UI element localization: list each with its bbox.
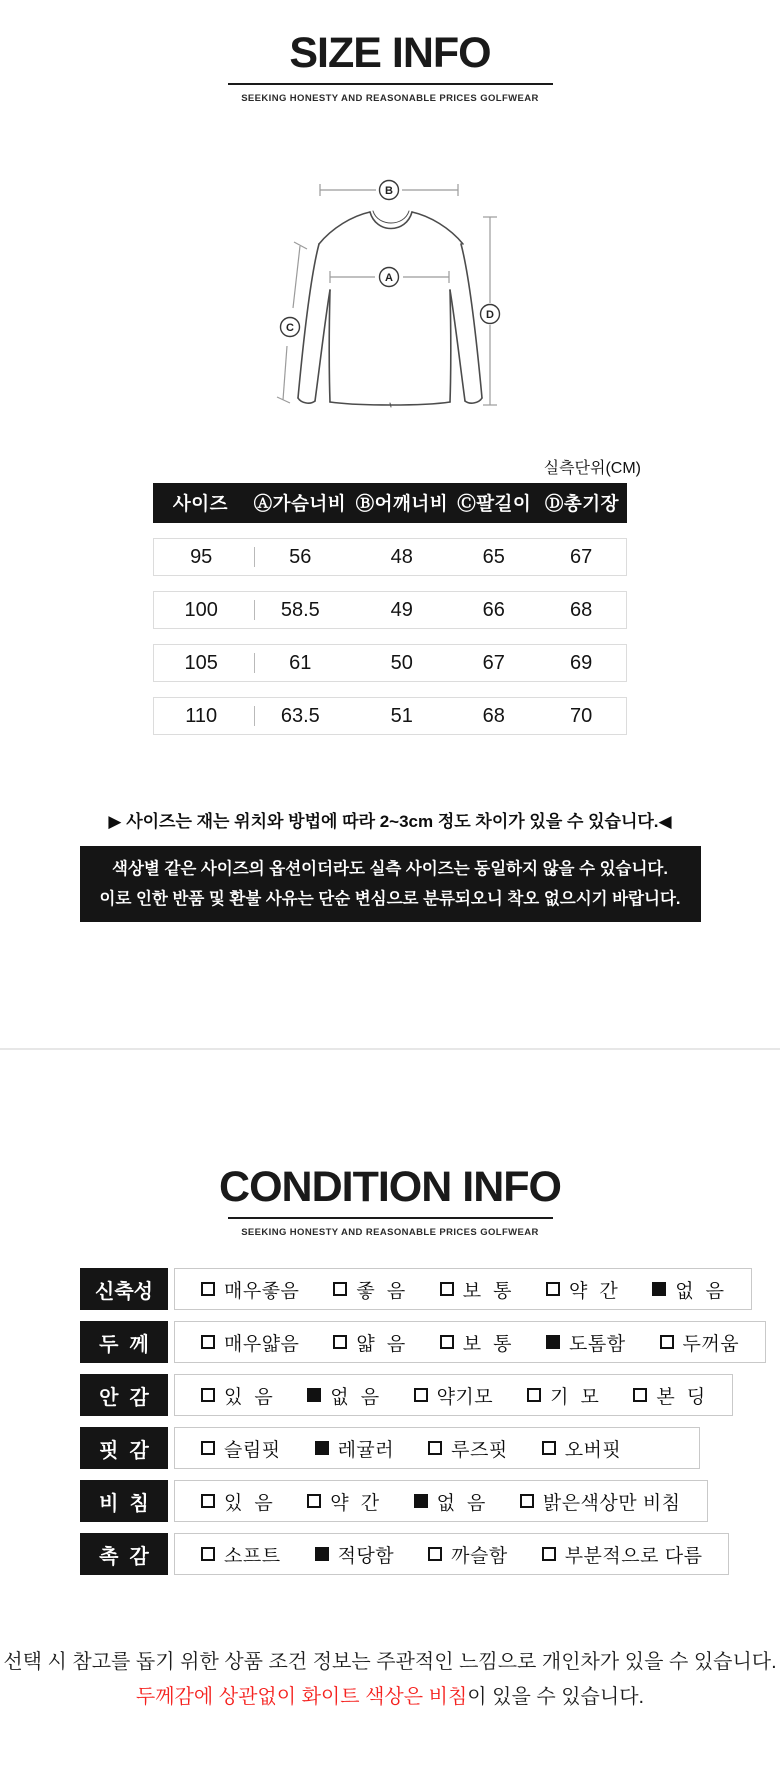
size-cell: 56: [289, 545, 312, 568]
size-cell: 48: [390, 545, 413, 568]
option-unchecked: [428, 1435, 508, 1462]
size-cell: 69: [569, 651, 593, 674]
option-label: 있 음: [224, 1492, 274, 1514]
condition-row-label: 두 께: [80, 1321, 168, 1363]
condition-options: [174, 1321, 766, 1363]
section-divider: [0, 1048, 780, 1050]
diagram-label-chest: A: [385, 272, 393, 284]
size-header-cell: 사이즈: [172, 493, 228, 514]
checkbox-filled-icon: [315, 1547, 329, 1561]
option-unchecked: [542, 1435, 622, 1462]
option-label: 약 간: [330, 1492, 380, 1514]
condition-note-rest-text: 이 있을 수 있습니다.: [467, 1686, 645, 1708]
checkbox-empty-icon: [542, 1547, 556, 1561]
size-table-row: [153, 538, 627, 576]
title-underline: [228, 1217, 553, 1219]
option-unchecked: [201, 1488, 273, 1515]
option-unchecked: [440, 1276, 512, 1303]
checkbox-empty-icon: [440, 1282, 454, 1296]
option-label: 기 모: [550, 1386, 600, 1408]
condition-row-label: 핏 감: [80, 1427, 168, 1469]
row-divider: [254, 547, 255, 567]
size-cell: 110: [185, 704, 218, 727]
size-cell: 67: [569, 545, 593, 568]
condition-row: [80, 1321, 740, 1363]
option-label: 적당함: [337, 1545, 395, 1567]
checkbox-empty-icon: [414, 1388, 428, 1402]
size-table-row: [153, 591, 627, 629]
size-table: [153, 455, 641, 735]
option-label: 소프트: [224, 1545, 281, 1567]
condition-options: [174, 1533, 729, 1575]
size-cell: 61: [289, 651, 312, 674]
condition-info-subtitle: SEEKING HONESTY AND REASONABLE PRICES GOLFWEAR: [241, 1227, 539, 1238]
condition-options: [174, 1427, 700, 1469]
row-divider: [254, 600, 255, 620]
checkbox-filled-icon: [546, 1335, 560, 1349]
size-cell: 49: [390, 598, 413, 621]
option-unchecked: [660, 1329, 740, 1356]
size-header-cell: Ⓓ총기장: [544, 493, 619, 514]
option-unchecked: [633, 1382, 705, 1409]
size-header-cell: Ⓑ어깨너비: [355, 493, 449, 514]
condition-row: [80, 1374, 706, 1416]
condition-note-line1: 선택 시 참고를 돕기 위한 상품 조건 정보는 주관적인 느낌으로 개인차가 있을 수 있습니다.: [3, 1651, 777, 1673]
size-info-subtitle: SEEKING HONESTY AND REASONABLE PRICES GOLFWEAR: [241, 93, 539, 104]
size-cell: 51: [390, 704, 413, 727]
option-label: 레귤러: [337, 1439, 395, 1461]
size-header-cell: Ⓒ팔길이: [457, 493, 532, 514]
option-checked: [546, 1329, 626, 1356]
checkbox-filled-icon: [315, 1441, 329, 1455]
option-unchecked: [542, 1541, 703, 1568]
size-cell: 70: [569, 704, 593, 727]
checkbox-empty-icon: [201, 1547, 215, 1561]
option-label: 루즈핏: [451, 1439, 508, 1461]
condition-row-label: 신축성: [80, 1268, 168, 1310]
checkbox-empty-icon: [333, 1335, 347, 1349]
size-cell: 66: [482, 598, 505, 621]
condition-table: [80, 1268, 740, 1575]
option-unchecked: [520, 1488, 681, 1515]
option-label: 부분적으로 다름: [564, 1545, 703, 1567]
option-label: 도톰함: [568, 1333, 626, 1355]
option-unchecked: [201, 1541, 281, 1568]
option-unchecked: [546, 1276, 618, 1303]
checkbox-empty-icon: [333, 1282, 347, 1296]
checkbox-filled-icon: [652, 1282, 666, 1296]
checkbox-empty-icon: [201, 1441, 215, 1455]
row-divider: [254, 653, 255, 673]
diagram-label-sleeve: C: [286, 322, 294, 334]
option-checked: [315, 1435, 395, 1462]
measure-label-circles: [281, 181, 500, 337]
size-info-title: SIZE INFO: [289, 29, 491, 77]
option-label: 약 간: [568, 1280, 619, 1302]
option-checked: [414, 1488, 486, 1515]
condition-note-line2: [0, 1680, 780, 1715]
option-checked: [652, 1276, 724, 1303]
checkbox-empty-icon: [633, 1388, 647, 1402]
size-table-body: [153, 538, 627, 735]
option-unchecked: [527, 1382, 599, 1409]
checkbox-empty-icon: [201, 1335, 215, 1349]
option-label: 매우얇음: [224, 1333, 300, 1355]
option-label: 얇 음: [356, 1333, 406, 1355]
option-unchecked: [440, 1329, 512, 1356]
checkbox-empty-icon: [201, 1494, 215, 1508]
option-label: 좋 음: [356, 1280, 406, 1302]
option-label: 보 통: [462, 1333, 512, 1355]
size-cell: 105: [184, 651, 218, 674]
option-label: 보 통: [462, 1280, 512, 1302]
size-cell: 58.5: [280, 598, 320, 621]
checkbox-empty-icon: [527, 1388, 541, 1402]
option-label: 슬림핏: [224, 1439, 281, 1461]
size-info-header: [0, 28, 780, 104]
option-checked: [315, 1541, 395, 1568]
diagram-label-length: D: [486, 309, 494, 321]
condition-row: [80, 1427, 700, 1469]
size-cell: 95: [190, 545, 213, 568]
option-label: 있 음: [224, 1386, 274, 1408]
condition-row-label: 촉 감: [80, 1533, 168, 1575]
size-table-header: [153, 483, 627, 523]
option-label: 오버핏: [564, 1439, 622, 1461]
option-unchecked: [201, 1276, 299, 1303]
option-unchecked: [201, 1435, 281, 1462]
condition-row-label: 안 감: [80, 1374, 168, 1416]
checkbox-filled-icon: [414, 1494, 428, 1508]
option-unchecked: [201, 1382, 273, 1409]
option-label: 약기모: [436, 1386, 494, 1408]
shirt-outline: [298, 211, 482, 407]
condition-note-red-text: 두께감에 상관없이 화이트 색상은 비침: [135, 1686, 468, 1708]
condition-options: [174, 1480, 708, 1522]
size-header-cell: Ⓐ가슴너비: [253, 493, 347, 514]
shirt-diagram: [0, 150, 780, 415]
checkbox-empty-icon: [307, 1494, 321, 1508]
condition-row: [80, 1268, 725, 1310]
row-divider: [254, 706, 255, 726]
checkbox-empty-icon: [520, 1494, 534, 1508]
option-label: 까슬함: [451, 1545, 508, 1567]
option-label: 없 음: [436, 1492, 486, 1514]
option-label: 매우좋음: [224, 1280, 300, 1302]
condition-row: [80, 1480, 700, 1522]
diagram-label-shoulder: B: [385, 185, 393, 197]
checkbox-empty-icon: [428, 1547, 442, 1561]
option-unchecked: [428, 1541, 508, 1568]
condition-options: [174, 1268, 752, 1310]
color-notice-box: [80, 846, 701, 922]
option-unchecked: [201, 1329, 299, 1356]
checkbox-empty-icon: [201, 1388, 215, 1402]
size-cell: 68: [482, 704, 505, 727]
checkbox-empty-icon: [201, 1282, 215, 1296]
size-cell: 63.5: [280, 704, 320, 727]
checkbox-filled-icon: [307, 1388, 321, 1402]
condition-notes: [0, 1645, 780, 1715]
checkbox-empty-icon: [428, 1441, 442, 1455]
size-cell: 65: [482, 545, 505, 568]
checkbox-empty-icon: [440, 1335, 454, 1349]
condition-info-header: [0, 1162, 780, 1238]
option-label: 밝은색상만 비침: [542, 1492, 681, 1514]
size-cell: 67: [482, 651, 505, 674]
option-label: 두꺼움: [682, 1333, 740, 1355]
checkbox-empty-icon: [660, 1335, 674, 1349]
option-label: 없 음: [330, 1386, 380, 1408]
size-table-row: [153, 644, 627, 682]
option-unchecked: [333, 1329, 405, 1356]
option-unchecked: [307, 1488, 379, 1515]
color-notice-line1: 색상별 같은 사이즈의 옵션이더라도 실측 사이즈는 동일하지 않을 수 있습니다.: [112, 860, 668, 878]
condition-info-title: CONDITION INFO: [219, 1163, 561, 1211]
size-cell: 100: [184, 598, 218, 621]
size-cell: 68: [569, 598, 593, 621]
checkbox-empty-icon: [542, 1441, 556, 1455]
color-notice-line2: 이로 인한 반품 및 환불 사유는 단순 변심으로 분류되오니 착오 없으시기 바랍니다.: [99, 890, 681, 908]
condition-row: [80, 1533, 703, 1575]
option-label: 없 음: [675, 1280, 725, 1302]
condition-options: [174, 1374, 733, 1416]
size-table-row: [153, 697, 627, 735]
measure-note: ▶ 사이즈는 재는 위치와 방법에 따라 2~3cm 정도 차이가 있을 수 있습니다.◀: [108, 812, 672, 831]
size-cell: 50: [390, 651, 413, 674]
title-underline: [228, 83, 553, 85]
option-checked: [307, 1382, 379, 1409]
checkbox-empty-icon: [546, 1282, 560, 1296]
option-unchecked: [333, 1276, 405, 1303]
option-label: 본 딩: [656, 1386, 706, 1408]
option-unchecked: [414, 1382, 494, 1409]
condition-row-label: 비 침: [80, 1480, 168, 1522]
unit-label: 실측단위(CM): [543, 460, 641, 477]
